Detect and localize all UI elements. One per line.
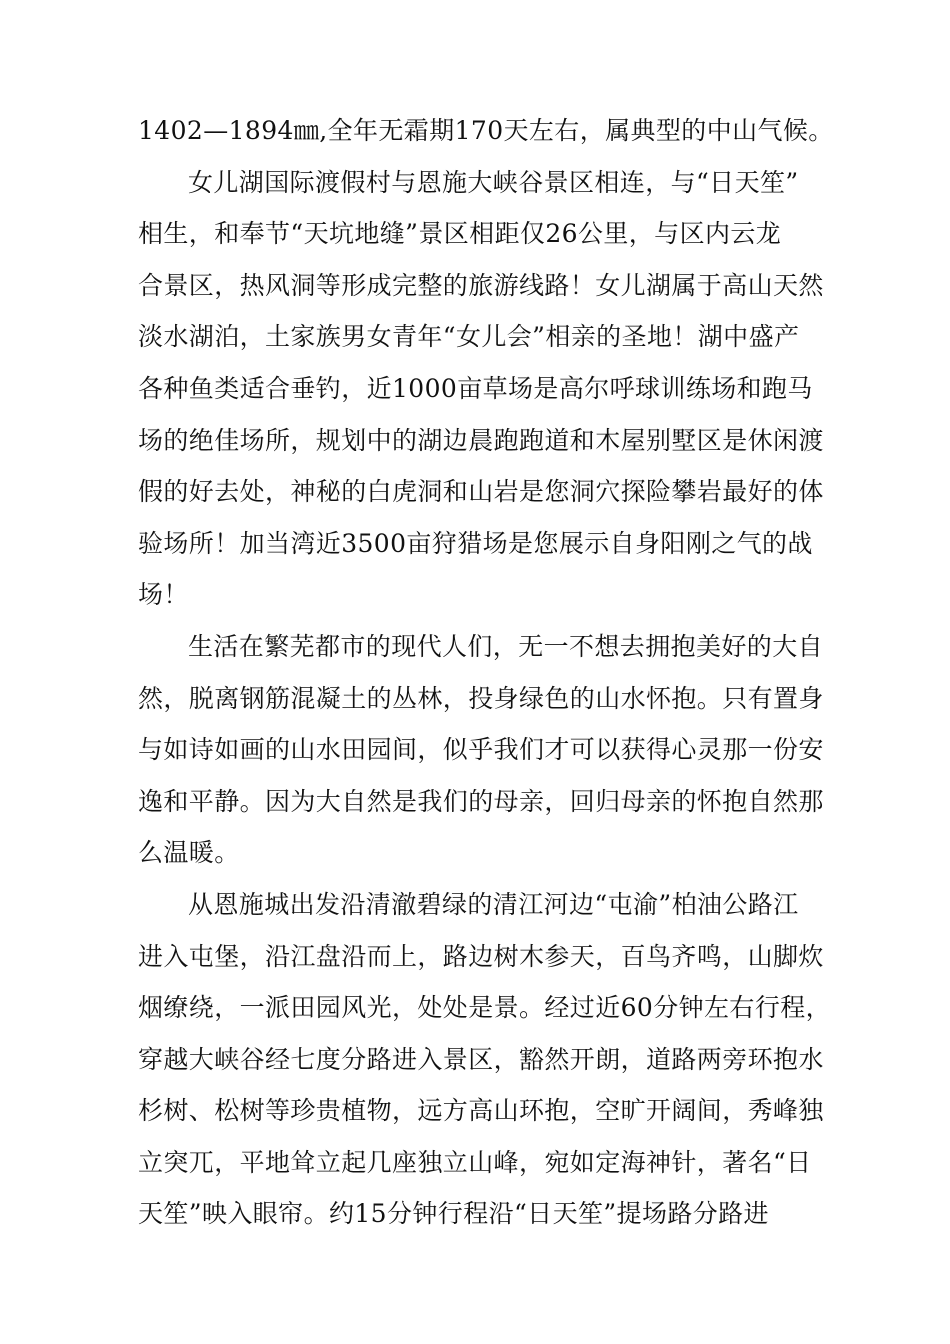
text-line: 1402—1894㎜,全年无霜期170天左右，属典型的中山气候。 xyxy=(138,116,834,145)
text-line: 穿越大峡谷经七度分路进入景区，豁然开朗，道路两旁环抱水 xyxy=(138,1044,824,1074)
text-line: 进入屯堡，沿江盘沿而上，路边树木参天，百鸟齐鸣，山脚炊 xyxy=(138,941,824,971)
document-body xyxy=(138,105,838,1240)
text-line: 相生，和奉节“天坑地缝”景区相距仅26公里，与区内云龙 xyxy=(138,219,782,249)
text-line: 立突兀，平地耸立起几座独立山峰，宛如定海神针，著名“日 xyxy=(138,1147,812,1177)
text-line: 合景区，热风洞等形成完整的旅游线路！女儿湖属于高山天然 xyxy=(138,270,824,300)
text-line: 与如诗如画的山水田园间，似乎我们才可以获得心灵那一份安 xyxy=(138,735,824,765)
paragraph-start-line: 生活在繁芜都市的现代人们，无一不想去拥抱美好的大自 xyxy=(188,631,824,661)
paragraph-start-line: 从恩施城出发沿清澈碧绿的清江河边“屯渝”柏油公路江 xyxy=(188,889,799,919)
text-line: 烟缭绕，一派田园风光，处处是景。经过近60分钟左右行程， xyxy=(138,993,832,1023)
text-line: 杉树、松树等珍贵植物，远方高山环抱，空旷开阔间，秀峰独 xyxy=(138,1096,824,1126)
text-line: 各种鱼类适合垂钓，近1000亩草场是高尔呼球训练场和跑马 xyxy=(138,373,813,403)
text-line: 天笙”映入眼帘。约15分钟行程沿“日天笙”提场路分路进 xyxy=(138,1199,769,1229)
text-line: 验场所！加当湾近3500亩狩猎场是您展示自身阳刚之气的战 xyxy=(138,528,813,558)
text-line: 淡水湖泊，土家族男女青年“女儿会”相亲的圣地！湖中盛产 xyxy=(138,322,800,352)
text-line: 假的好去处，神秘的白虎洞和山岩是您洞穴探险攀岩最好的体 xyxy=(138,477,824,507)
text-line: 场的绝佳场所，规划中的湖边晨跑跑道和木屋别墅区是休闲渡 xyxy=(138,425,824,455)
text-line: 场！ xyxy=(138,580,189,610)
paragraph-start-line: 女儿湖国际渡假村与恩施大峡谷景区相连，与“日天笙” xyxy=(188,167,799,197)
text-line: 逸和平静。因为大自然是我们的母亲，回归母亲的怀抱自然那 xyxy=(138,786,824,816)
text-line: 么温暖。 xyxy=(138,838,240,868)
text-line: 然，脱离钢筋混凝土的丛林，投身绿色的山水怀抱。只有置身 xyxy=(138,683,824,713)
